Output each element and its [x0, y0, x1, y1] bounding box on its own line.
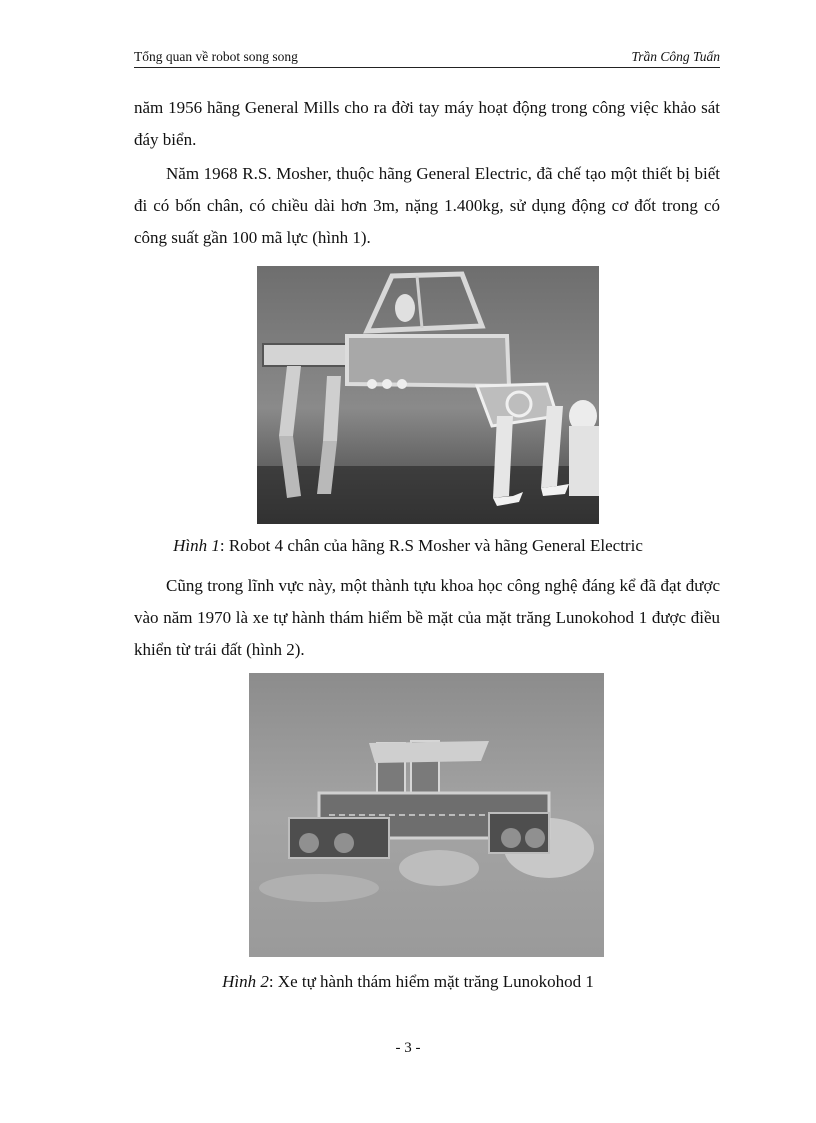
figure-1-text: : Robot 4 chân của hãng R.S Mosher và hãng General Electric: [219, 536, 643, 555]
figure-2-label: Hình 2: [222, 972, 269, 991]
page-header: [134, 47, 720, 68]
figure-1-label: Hình 1: [173, 536, 220, 555]
header-title: Tổng quan về robot song song: [134, 49, 298, 64]
paragraph-1: năm 1956 hãng General Mills cho ra đời tay máy hoạt động trong công việc khảo sát đáy biển.: [134, 98, 720, 149]
paragraph-2: Năm 1968 R.S. Mosher, thuộc hãng General Electric, đã chế tạo một thiết bị biết đi có bốn chân, có chiều dài hơn 3m, nặng 1.400kg, sử dụng động cơ đốt trong có công suất gần 100 mã lực (hình 1).: [134, 164, 720, 247]
figure-1-photo: [257, 266, 599, 524]
header-author: Trần Công Tuấn: [631, 49, 720, 64]
figure-2-photo: [249, 673, 604, 957]
page-number: - 3 -: [395, 1040, 421, 1056]
paragraph-3: Cũng trong lĩnh vực này, một thành tựu khoa học công nghệ đáng kể đã đạt được vào năm 1970 là xe tự hành thám hiểm bề mặt của mặt trăng Lunokohod 1 được điều khiển từ trái đất (hình 2).: [134, 576, 720, 659]
figure-1-caption: [0, 536, 816, 556]
lunar-rover-illustration: [249, 673, 604, 957]
figure-2-caption: [0, 972, 816, 992]
walking-robot-illustration: [257, 266, 599, 524]
figure-2-text: : Xe tự hành thám hiểm mặt trăng Lunokohod 1: [268, 972, 594, 991]
